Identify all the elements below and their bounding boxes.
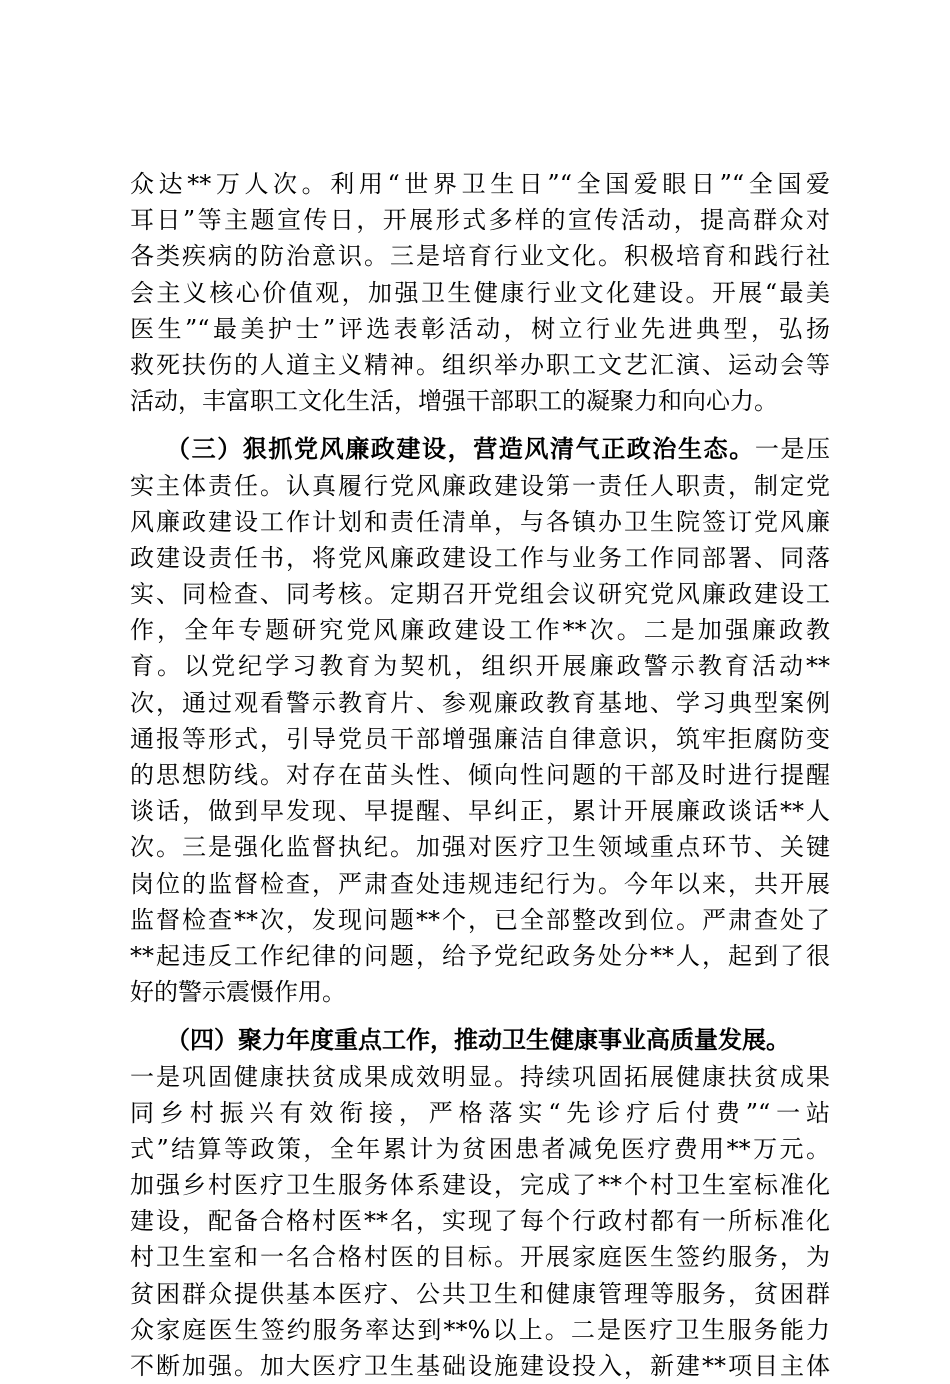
- text-line: 政建设责任书，将党风廉政建设工作与业务工作同部署、同落: [130, 543, 830, 572]
- text-line: **起违反工作纪律的问题，给予党纪政务处分**人，起到了很: [130, 941, 830, 970]
- text-line: 加强乡村医疗卫生服务体系建设，完成了**个村卫生室标准化: [130, 1171, 830, 1200]
- text-line: 耳日”等主题宣传日，开展形式多样的宣传活动，提高群众对: [130, 206, 830, 235]
- text-line: 好的警示震慑作用。: [130, 978, 346, 1007]
- paragraph-first-line: [130, 431, 830, 467]
- section-heading: （四）聚力年度重点工作，推动卫生健康事业高质量发展。: [166, 1025, 790, 1055]
- paragraph-2: [130, 431, 830, 1010]
- text-line: 众达**万人次。利用“世界卫生日”“全国爱眼日”“全国爱: [130, 170, 830, 198]
- text-line: 医生”“最美护士”评选表彰活动，树立行业先进典型，弘扬: [130, 314, 830, 343]
- text-line: 贫困群众提供基本医疗、公共卫生和健康管理等服务，贫困群: [130, 1279, 830, 1308]
- text-line: 不断加强。加大医疗卫生基础设施建设投入，新建**项目主体: [130, 1352, 830, 1380]
- text-line: 风廉政建设工作计划和责任清单，与各镇办卫生院签订党风廉: [130, 507, 830, 536]
- text-line: 众家庭医生签约服务率达到**%以上。二是医疗卫生服务能力: [130, 1315, 830, 1344]
- text-line: 会主义核心价值观，加强卫生健康行业文化建设。开展“最美: [130, 278, 830, 307]
- text-line: 监督检查**次，发现问题**个，已全部整改到位。严肃查处了: [130, 905, 830, 934]
- text-line: 通报等形式，引导党员干部增强廉洁自律意识，筑牢拒腐防变: [130, 724, 830, 753]
- text-line: 村卫生室和一名合格村医的目标。开展家庭医生签约服务，为: [130, 1243, 830, 1272]
- document-body: [130, 166, 830, 1384]
- text-line: 作，全年专题研究党风廉政建设工作**次。二是加强廉政教: [130, 616, 830, 645]
- paragraph-3: [130, 1022, 830, 1384]
- text-line: 一是巩固健康扶贫成果成效明显。持续巩固拓展健康扶贫成果: [130, 1062, 830, 1091]
- section-heading: （三）狠抓党风廉政建设，营造风清气正政治生态。: [166, 434, 755, 464]
- text-line: 次，通过观看警示教育片、参观廉政教育基地、学习典型案例: [130, 688, 830, 717]
- text-line: 实、同检查、同考核。定期召开党组会议研究党风廉政建设工: [130, 580, 830, 609]
- text-run: 一是压: [754, 435, 831, 464]
- text-line: 岗位的监督检查，严肃查处违规违纪行为。今年以来，共开展: [130, 869, 830, 898]
- text-line: 式”结算等政策，全年累计为贫困患者减免医疗费用**万元。: [130, 1134, 830, 1163]
- text-line: 育。以党纪学习教育为契机，组织开展廉政警示教育活动**: [130, 652, 830, 681]
- text-line: 同乡村振兴有效衔接，严格落实“先诊疗后付费”“一站: [130, 1098, 830, 1127]
- text-line: 的思想防线。对存在苗头性、倾向性问题的干部及时进行提醒: [130, 761, 830, 789]
- text-line: 活动，丰富职工文化生活，增强干部职工的凝聚力和向心力。: [130, 387, 778, 416]
- text-line: 各类疾病的防治意识。三是培育行业文化。积极培育和践行社: [130, 242, 830, 271]
- text-line: 实主体责任。认真履行党风廉政建设第一责任人职责，制定党: [130, 471, 830, 500]
- text-line: 次。三是强化监督执纪。加强对医疗卫生领域重点环节、关键: [130, 833, 830, 862]
- text-line: 救死扶伤的人道主义精神。组织举办职工文艺汇演、运动会等: [130, 350, 830, 379]
- text-line: 建设，配备合格村医**名，实现了每个行政村都有一所标准化: [130, 1207, 830, 1236]
- text-line: 谈话，做到早发现、早提醒、早纠正，累计开展廉政谈话**人: [130, 797, 830, 826]
- paragraph-1: [130, 166, 830, 419]
